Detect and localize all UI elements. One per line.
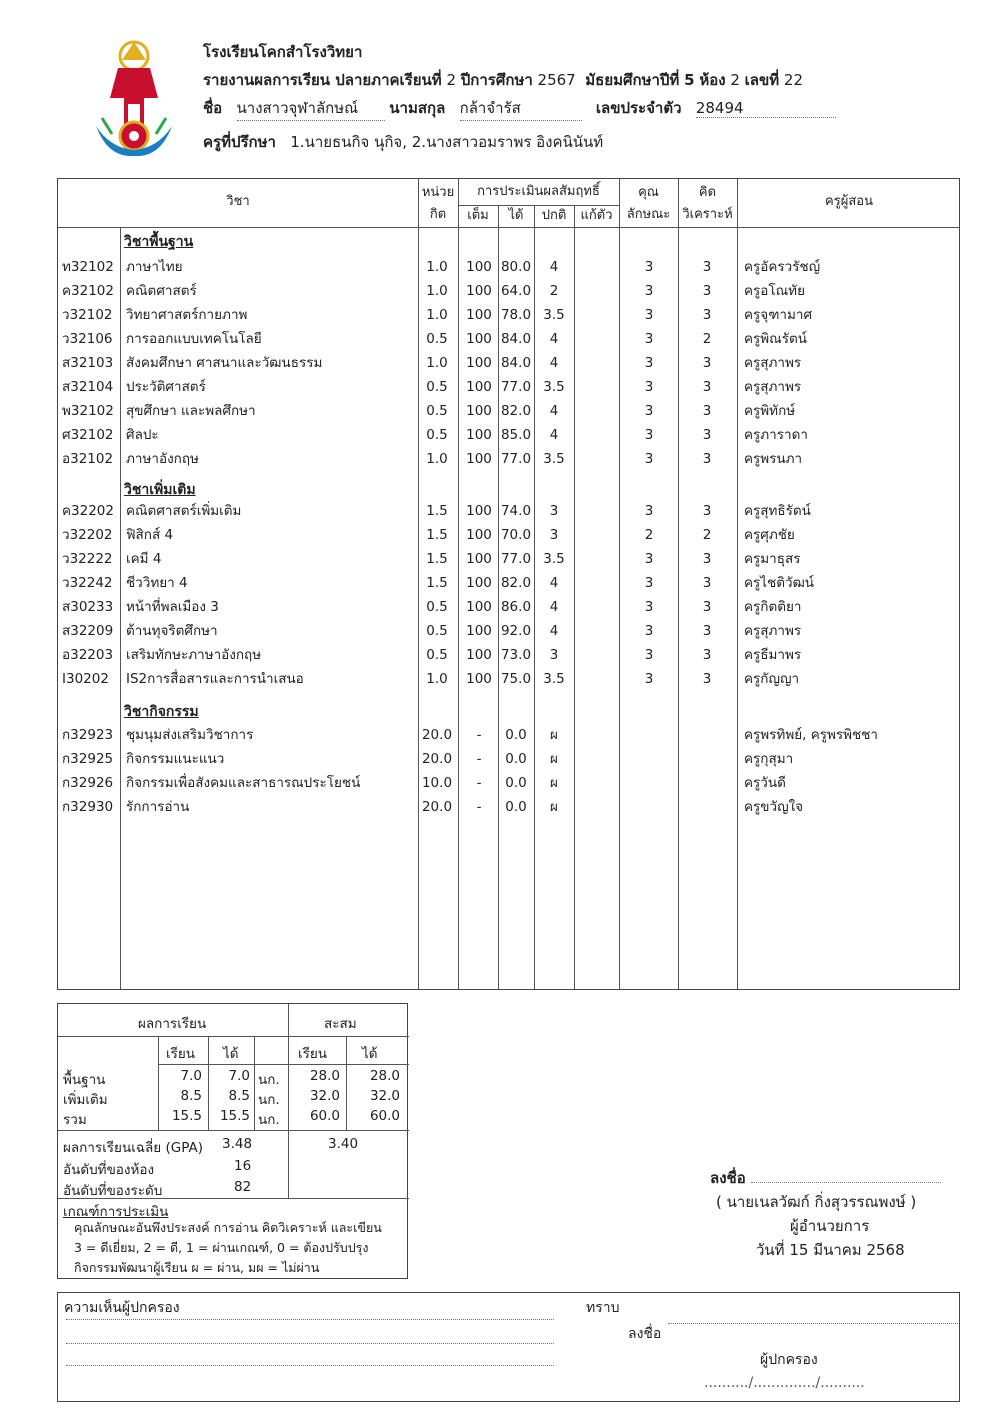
- cell-grade: 3.5: [543, 451, 565, 467]
- cell-teacher: ครูสุทธิรัตน์: [744, 503, 811, 519]
- cell-full: 100: [466, 623, 492, 639]
- col-study: เรียน: [166, 1046, 196, 1062]
- cell-name: กิจกรรมเพื่อสังคมและสาธารณประโยชน์: [126, 775, 361, 791]
- summary-unit: นก.: [258, 1072, 280, 1088]
- summary-label: รวม: [63, 1112, 87, 1128]
- no-label: เลขที่: [744, 71, 780, 89]
- director-title: ผู้อำนวยการ: [790, 1217, 870, 1235]
- cell-name: IS2การสื่อสารและการนำเสนอ: [126, 671, 304, 687]
- cell-full: 100: [466, 259, 492, 275]
- guardian-sign-label: ลงชื่อ: [628, 1326, 662, 1342]
- opinion-line-2: [66, 1343, 554, 1344]
- cell-grade: 3.5: [543, 307, 565, 323]
- cell-code: ศ32102: [62, 427, 114, 443]
- cell-char: 3: [644, 379, 654, 395]
- cell-credit: 1.0: [426, 259, 448, 275]
- cell-credit: 10.0: [421, 775, 453, 791]
- cell-credit: 0.5: [426, 647, 448, 663]
- cell-char: 3: [644, 427, 654, 443]
- cell-think: 3: [702, 379, 712, 395]
- cell-code: ว32102: [62, 307, 113, 323]
- table-row: [58, 499, 961, 523]
- cell-credit: 1.5: [426, 527, 448, 543]
- cell-full: 100: [466, 527, 492, 543]
- cell-think: 3: [702, 259, 712, 275]
- summary-unit: นก.: [258, 1112, 280, 1128]
- cell-got: 80.0: [500, 259, 532, 275]
- gpa-value: 3.48: [222, 1136, 253, 1152]
- cell-grade: 3.5: [543, 379, 565, 395]
- cell-grade: 4: [549, 403, 559, 419]
- signature-blank: [751, 1182, 941, 1183]
- cell-credit: 20.0: [421, 751, 453, 767]
- cell-teacher: ครูศุภชัย: [744, 527, 795, 543]
- director-sign-line: [710, 1166, 941, 1190]
- level-rank-value: 82: [234, 1179, 252, 1195]
- cell-code: ว32222: [62, 551, 113, 567]
- col-credit-1: หน่วย: [421, 185, 455, 200]
- room: 2: [730, 71, 740, 89]
- cell-credit: 20.0: [421, 727, 453, 743]
- criteria-line-1: คุณลักษณะอันพึงประสงค์ การอ่าน คิดวิเคราะห์ และเขียน: [74, 1220, 382, 1235]
- cell-grade: 3: [549, 503, 559, 519]
- cell-teacher: ครูพิณรัตน์: [744, 331, 807, 347]
- name-label: ชื่อ: [203, 99, 223, 117]
- cell-grade: 2: [549, 283, 559, 299]
- summary-label: เพิ่มเติม: [63, 1092, 108, 1108]
- cell-grade: ผ: [550, 751, 558, 767]
- cell-think: 3: [702, 503, 712, 519]
- cell-code: ว32242: [62, 575, 113, 591]
- cell-teacher: ครูวันดี: [744, 775, 786, 791]
- cell-credit: 0.5: [426, 623, 448, 639]
- cell-grade: ผ: [550, 775, 558, 791]
- cell-teacher: ครูอโณทัย: [744, 283, 805, 299]
- cell-got: 84.0: [500, 331, 532, 347]
- cell-credit: 1.0: [426, 451, 448, 467]
- summary-study: 7.0: [180, 1068, 202, 1084]
- cell-full: 100: [466, 379, 492, 395]
- id-label: เลขประจำตัว: [595, 99, 682, 117]
- cell-name: ฟิสิกส์ 4: [126, 527, 174, 543]
- cell-think: 3: [702, 307, 712, 323]
- cell-name: วิทยาศาสตร์กายภาพ: [126, 307, 248, 323]
- surname-label: นามสกุล: [389, 99, 446, 117]
- cell-char: 3: [644, 403, 654, 419]
- cell-got: 0.0: [505, 799, 527, 815]
- grades-table: [57, 178, 960, 990]
- cell-name: หน้าที่พลเมือง 3: [126, 599, 219, 615]
- table-row: [58, 643, 961, 667]
- table-row: [58, 447, 961, 471]
- year: 2567: [537, 71, 576, 89]
- semester: 2: [446, 71, 456, 89]
- cell-char: 3: [644, 283, 654, 299]
- cell-teacher: ครูจุฑามาศ: [744, 307, 813, 323]
- cell-grade: 3.5: [543, 551, 565, 567]
- cell-teacher: ครูพรทิพย์, ครูพรพิชชา: [744, 727, 878, 743]
- col-fix: แก้ตัว: [580, 208, 613, 223]
- cell-teacher: ครูอัครวรัชญ์: [744, 259, 821, 275]
- cell-name: คณิตศาสตร์เพิ่มเติม: [126, 503, 242, 519]
- cell-teacher: ครูสุภาพร: [744, 623, 802, 639]
- cell-think: 3: [702, 647, 712, 663]
- table-row: [58, 795, 961, 819]
- cell-got: 77.0: [500, 451, 532, 467]
- cell-name: ชีววิทยา 4: [126, 575, 188, 591]
- cell-got: 78.0: [500, 307, 532, 323]
- advisor-line: [203, 130, 603, 154]
- col-full: เต็ม: [467, 208, 489, 223]
- cell-code: ส32209: [62, 623, 114, 639]
- summary-study: 8.5: [180, 1088, 202, 1104]
- student-line: [203, 96, 836, 121]
- cell-char: 3: [644, 623, 654, 639]
- cell-code: I30202: [62, 671, 109, 687]
- cell-name: การออกแบบเทคโนโลยี: [126, 331, 262, 347]
- cell-think: 3: [702, 283, 712, 299]
- criteria-title: เกณฑ์การประเมิน: [63, 1204, 169, 1220]
- cell-think: 3: [702, 451, 712, 467]
- student-no: 22: [783, 71, 804, 89]
- cell-got: 0.0: [505, 727, 527, 743]
- cell-name: สังคมศึกษา ศาสนาและวัฒนธรรม: [126, 355, 323, 371]
- table-row: [58, 571, 961, 595]
- cell-full: -: [476, 799, 482, 815]
- cell-grade: 4: [549, 427, 559, 443]
- cell-name: เสริมทักษะภาษาอังกฤษ: [126, 647, 262, 663]
- table-row: [58, 595, 961, 619]
- cell-grade: 3.5: [543, 671, 565, 687]
- table-row: [58, 399, 961, 423]
- opinion-line-3: [66, 1365, 554, 1366]
- table-row: [58, 375, 961, 399]
- director-name: ( นายเนลวัฒก์ กิ่งสุวรรณพงษ์ ): [716, 1193, 917, 1211]
- cell-teacher: ครูพรนภา: [744, 451, 803, 467]
- summary-got: 7.0: [228, 1068, 250, 1084]
- advisor-label: ครูที่ปรึกษา: [203, 133, 276, 151]
- table-row: [58, 279, 961, 303]
- school-name: โรงเรียนโคกสำโรงวิทยา: [203, 43, 363, 61]
- room-rank-value: 16: [234, 1158, 252, 1174]
- cell-think: 3: [702, 355, 712, 371]
- cell-credit: 0.5: [426, 599, 448, 615]
- cell-full: -: [476, 727, 482, 743]
- cell-teacher: ครูกัญญา: [744, 671, 800, 687]
- student-id: 28494: [696, 99, 836, 118]
- cell-code: ส30233: [62, 599, 114, 615]
- cell-code: ก32923: [62, 727, 114, 743]
- cell-code: อ32203: [62, 647, 114, 663]
- cell-got: 82.0: [500, 575, 532, 591]
- cell-teacher: ครูกุสุมา: [744, 751, 794, 767]
- cell-grade: 3: [549, 527, 559, 543]
- summary-acc_study: 60.0: [309, 1108, 340, 1124]
- student-name: นางสาวจุฬาลักษณ์: [237, 96, 385, 121]
- cell-name: กิจกรรมแนะแนว: [126, 751, 225, 767]
- col-char-1: คุณ: [638, 185, 659, 200]
- cell-grade: ผ: [550, 727, 558, 743]
- col-normal: ปกติ: [541, 208, 567, 223]
- cell-grade: 3: [549, 647, 559, 663]
- cell-char: 3: [644, 307, 654, 323]
- cell-teacher: ครูขวัญใจ: [744, 799, 804, 815]
- cell-name: ภาษาอังกฤษ: [126, 451, 199, 467]
- cell-got: 70.0: [500, 527, 532, 543]
- cell-grade: 4: [549, 575, 559, 591]
- cell-think: 3: [702, 403, 712, 419]
- cell-full: 100: [466, 551, 492, 567]
- cell-full: 100: [466, 331, 492, 347]
- cell-name: ศิลปะ: [126, 427, 159, 443]
- cell-name: ภาษาไทย: [126, 259, 183, 275]
- guardian-title: ผู้ปกครอง: [760, 1352, 818, 1368]
- acc-col-study: เรียน: [298, 1046, 328, 1062]
- summary-unit: นก.: [258, 1092, 280, 1108]
- cell-think: 2: [702, 331, 712, 347]
- year-label: ปีการศึกษา: [460, 71, 533, 89]
- table-row: [58, 351, 961, 375]
- cell-got: 0.0: [505, 775, 527, 791]
- cell-credit: 1.0: [426, 355, 448, 371]
- table-row: [58, 327, 961, 351]
- cell-name: ประวัติศาสตร์: [126, 379, 206, 395]
- cell-char: 3: [644, 551, 654, 567]
- cell-char: 3: [644, 503, 654, 519]
- cell-credit: 0.5: [426, 379, 448, 395]
- cell-got: 73.0: [500, 647, 532, 663]
- cell-think: 3: [702, 671, 712, 687]
- school-logo: [88, 38, 180, 163]
- cell-full: 100: [466, 671, 492, 687]
- col-got: ได้: [508, 208, 524, 223]
- col-teacher: ครูผู้สอน: [825, 194, 873, 209]
- cell-teacher: ครูสุภาพร: [744, 355, 802, 371]
- cell-char: 3: [644, 331, 654, 347]
- cell-got: 92.0: [500, 623, 532, 639]
- report-title: รายงานผลการเรียน ปลายภาคเรียนที่: [203, 71, 442, 89]
- cell-full: 100: [466, 427, 492, 443]
- cell-char: 2: [644, 527, 654, 543]
- cell-teacher: ครูธีมาพร: [744, 647, 802, 663]
- table-row: [58, 747, 961, 771]
- col-credit-2: กิต: [429, 207, 447, 222]
- cell-full: 100: [466, 451, 492, 467]
- col-think-1: คิด: [698, 185, 717, 200]
- section-title-activity: วิชากิจกรรม: [124, 704, 199, 720]
- cell-got: 86.0: [500, 599, 532, 615]
- summary-acc_got: 32.0: [369, 1088, 400, 1104]
- room-rank-label: อันดับที่ของห้อง: [63, 1162, 155, 1178]
- summary-acc_study: 32.0: [309, 1088, 340, 1104]
- cell-teacher: ครูมาธุสร: [744, 551, 801, 567]
- cell-name: คณิตศาสตร์: [126, 283, 197, 299]
- summary-got: 8.5: [228, 1088, 250, 1104]
- guardian-sign-blank: [668, 1323, 958, 1324]
- table-row: [58, 619, 961, 643]
- cell-full: 100: [466, 599, 492, 615]
- cell-think: 3: [702, 599, 712, 615]
- accum-title: สะสม: [324, 1016, 357, 1032]
- cell-code: ว32202: [62, 527, 113, 543]
- cell-credit: 1.5: [426, 551, 448, 567]
- criteria-line-3: กิจกรรมพัฒนาผู้เรียน ผ = ผ่าน, มผ = ไม่ผ่าน: [74, 1260, 320, 1275]
- cell-code: ก32930: [62, 799, 114, 815]
- gpax-value: 3.40: [328, 1136, 359, 1152]
- summary-box: [57, 1003, 408, 1279]
- cell-code: อ32102: [62, 451, 114, 467]
- cell-teacher: ครูสุภาพร: [744, 379, 802, 395]
- cell-full: 100: [466, 355, 492, 371]
- grade: 5: [684, 71, 695, 89]
- cell-code: ส32103: [62, 355, 114, 371]
- cell-think: 3: [702, 427, 712, 443]
- section-title-basic: วิชาพื้นฐาน: [124, 234, 194, 250]
- cell-code: ก32925: [62, 751, 114, 767]
- cell-name: ต้านทุจริตศึกษา: [126, 623, 218, 639]
- cell-full: -: [476, 751, 482, 767]
- cell-got: 77.0: [500, 379, 532, 395]
- cell-code: ค32102: [62, 283, 114, 299]
- cell-full: 100: [466, 403, 492, 419]
- cell-code: ว32106: [62, 331, 113, 347]
- cell-char: 3: [644, 259, 654, 275]
- cell-got: 85.0: [500, 427, 532, 443]
- cell-teacher: ครูพิทักษ์: [744, 403, 796, 419]
- cell-grade: 4: [549, 355, 559, 371]
- table-row: [58, 255, 961, 279]
- cell-code: ส32104: [62, 379, 114, 395]
- cell-credit: 20.0: [421, 799, 453, 815]
- student-surname: กล้าจำรัส: [460, 96, 582, 121]
- summary-acc_study: 28.0: [309, 1068, 340, 1084]
- cell-char: 3: [644, 575, 654, 591]
- cell-credit: 1.0: [426, 671, 448, 687]
- cell-got: 75.0: [500, 671, 532, 687]
- cell-grade: 4: [549, 331, 559, 347]
- advisor-names: 1.นายธนกิจ นุกิจ, 2.นางสาวอมราพร อิงคนินันท์: [290, 133, 604, 151]
- col-assess: การประเมินผลสัมฤทธิ์: [477, 184, 600, 199]
- table-row: [58, 423, 961, 447]
- col-think-2: วิเคราะห์: [682, 207, 733, 222]
- cell-char: 3: [644, 355, 654, 371]
- cell-grade: ผ: [550, 799, 558, 815]
- cell-got: 82.0: [500, 403, 532, 419]
- cell-credit: 0.5: [426, 403, 448, 419]
- cell-code: ก32926: [62, 775, 114, 791]
- col-subject: วิชา: [226, 194, 250, 209]
- cell-name: ชุมนุมส่งเสริมวิชาการ: [126, 727, 254, 743]
- cell-think: 3: [702, 575, 712, 591]
- acc-col-got: ได้: [362, 1046, 378, 1062]
- cell-char: 3: [644, 599, 654, 615]
- col-got: ได้: [223, 1046, 239, 1062]
- cell-name: เคมี 4: [126, 551, 162, 567]
- guardian-box: [57, 1292, 960, 1402]
- table-row: [58, 523, 961, 547]
- cell-name: รักการอ่าน: [126, 799, 190, 815]
- cell-teacher: ครูไชติวัฒน์: [744, 575, 815, 591]
- sign-label: ลงชื่อ: [710, 1169, 746, 1187]
- cell-credit: 1.5: [426, 575, 448, 591]
- cell-full: 100: [466, 503, 492, 519]
- cell-grade: 4: [549, 259, 559, 275]
- cell-code: ท32102: [62, 259, 114, 275]
- cell-char: 3: [644, 671, 654, 687]
- cell-think: 3: [702, 623, 712, 639]
- summary-acc_got: 60.0: [369, 1108, 400, 1124]
- cell-credit: 0.5: [426, 331, 448, 347]
- cell-got: 77.0: [500, 551, 532, 567]
- gpa-label: ผลการเรียนเฉลี่ย (GPA): [63, 1140, 203, 1156]
- cell-credit: 0.5: [426, 427, 448, 443]
- section-title-additional: วิชาเพิ่มเติม: [124, 482, 196, 498]
- cell-got: 0.0: [505, 751, 527, 767]
- guardian-date-blank: ........../............../..........: [704, 1375, 865, 1391]
- cell-teacher: ครูกิตติยา: [744, 599, 802, 615]
- sign-date: วันที่ 15 มีนาคม 2568: [756, 1241, 905, 1259]
- col-char-2: ลักษณะ: [626, 207, 671, 222]
- room-label: ห้อง: [699, 71, 726, 89]
- table-row: [58, 303, 961, 327]
- cell-credit: 1.0: [426, 283, 448, 299]
- cell-think: 2: [702, 527, 712, 543]
- cell-credit: 1.0: [426, 307, 448, 323]
- table-row: [58, 723, 961, 747]
- table-row: [58, 667, 961, 691]
- cell-grade: 4: [549, 599, 559, 615]
- grade-label: มัธยมศึกษาปีที่: [585, 71, 680, 89]
- cell-full: 100: [466, 575, 492, 591]
- cell-think: 3: [702, 551, 712, 567]
- guardian-opinion-label: ความเห็นผู้ปกครอง: [64, 1300, 180, 1316]
- cell-full: -: [476, 775, 482, 791]
- cell-char: 3: [644, 647, 654, 663]
- level-rank-label: อันดับที่ของระดับ: [63, 1183, 163, 1199]
- summary-acc_got: 28.0: [369, 1068, 400, 1084]
- result-title: ผลการเรียน: [138, 1016, 207, 1032]
- summary-got: 15.5: [219, 1108, 250, 1124]
- cell-credit: 1.5: [426, 503, 448, 519]
- criteria-line-2: 3 = ดีเยี่ยม, 2 = ดี, 1 = ผ่านเกณฑ์, 0 = ต้องปรับปรุง: [74, 1240, 369, 1255]
- cell-code: ค32202: [62, 503, 114, 519]
- summary-label: พื้นฐาน: [63, 1072, 106, 1088]
- cell-char: 3: [644, 451, 654, 467]
- report-title-line: [203, 68, 803, 92]
- opinion-line-1: [66, 1319, 554, 1320]
- cell-full: 100: [466, 647, 492, 663]
- cell-name: สุขศึกษา และพลศึกษา: [126, 403, 256, 419]
- ack-label: ทราบ: [586, 1300, 620, 1316]
- cell-teacher: ครูภาราดา: [744, 427, 808, 443]
- cell-full: 100: [466, 283, 492, 299]
- cell-grade: 4: [549, 623, 559, 639]
- cell-got: 74.0: [500, 503, 532, 519]
- summary-study: 15.5: [171, 1108, 202, 1124]
- table-row: [58, 771, 961, 795]
- cell-full: 100: [466, 307, 492, 323]
- cell-code: พ32102: [62, 403, 114, 419]
- table-row: [58, 547, 961, 571]
- cell-got: 84.0: [500, 355, 532, 371]
- cell-got: 64.0: [500, 283, 532, 299]
